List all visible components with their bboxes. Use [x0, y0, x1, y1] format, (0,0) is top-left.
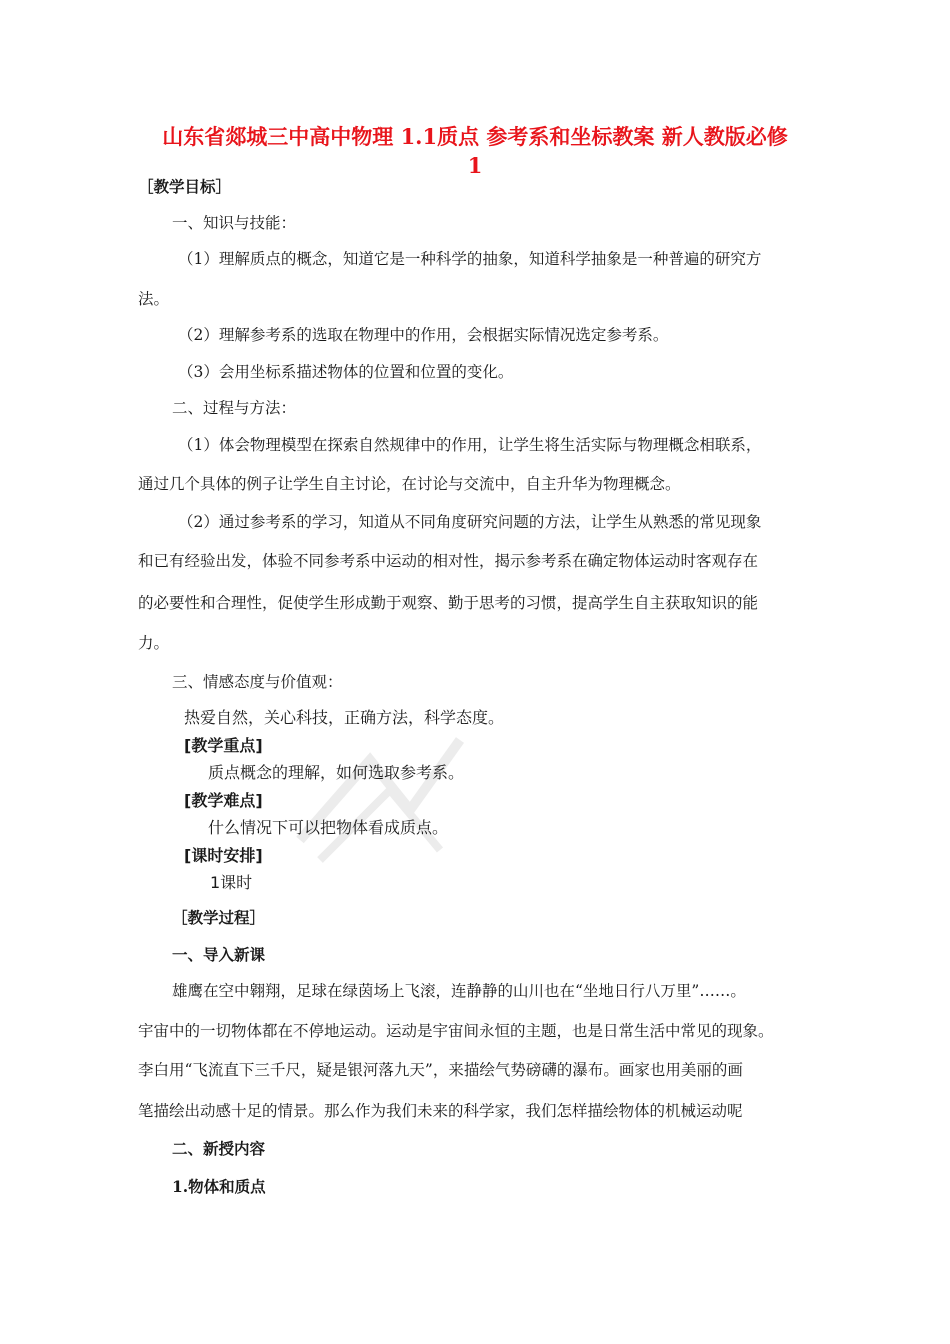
intro-paragraph-line-4: 笔描绘出动感十足的情景。那么作为我们未来的科学家，我们怎样描绘物体的机械运动呢 — [138, 1102, 743, 1120]
procedure-header: ［教学过程］ — [172, 908, 266, 927]
process-item-2d: 力。 — [138, 634, 170, 652]
objectives-header: ［教学目标］ — [138, 177, 232, 196]
knowledge-item-3: （3）会用坐标系描述物体的位置和位置的变化。 — [178, 363, 514, 381]
new-content-header: 二、新授内容 — [172, 1139, 266, 1158]
schedule-text: 1课时 — [210, 873, 253, 892]
intro-paragraph-line-2: 宇宙中的一切物体都在不停地运动。运动是宇宙间永恒的主题，也是日常生活中常见的现象。 — [138, 1022, 774, 1040]
title-line-1: 山东省郯城三中高中物理 1.1质点 参考系和坐标教案 新人教版必修 — [162, 124, 788, 149]
process-item-2c: 的必要性和合理性，促使学生形成勤于观察、勤于思考的习惯，提高学生自主获取知识的能 — [138, 594, 759, 612]
difficulties-header: [教学难点] — [184, 791, 263, 810]
key-points-header: [教学重点] — [184, 736, 263, 755]
watermark-graphic — [290, 720, 470, 870]
document-title — [130, 122, 820, 180]
subsection-1-header: 1.物体和质点 — [172, 1177, 266, 1196]
intro-header: 一、导入新课 — [172, 945, 266, 964]
process-item-2b: 和已有经验出发，体验不同参考系中运动的相对性，揭示参考系在确定物体运动时客观存在 — [138, 552, 759, 570]
knowledge-item-2: （2）理解参考系的选取在物理中的作用，会根据实际情况选定参考系。 — [178, 326, 669, 344]
difficulties-text: 什么情况下可以把物体看成质点。 — [208, 818, 449, 837]
intro-paragraph-line-3: 李白用“飞流直下三千尺，疑是银河落九天”，来描绘气势磅礴的瀑布。画家也用美丽的画 — [138, 1061, 743, 1079]
process-item-1b: 通过几个具体的例子让学生自主讨论，在讨论与交流中，自主升华为物理概念。 — [138, 475, 681, 493]
knowledge-item-1b: 法。 — [138, 290, 170, 308]
emotion-header: 三、情感态度与价值观： — [172, 673, 343, 691]
emotion-text: 热爱自然，关心科技，正确方法，科学态度。 — [184, 708, 505, 727]
knowledge-header: 一、知识与技能： — [172, 214, 297, 232]
knowledge-item-1a: （1）理解质点的概念，知道它是一种科学的抽象，知道科学抽象是一种普遍的研究方 — [178, 250, 762, 268]
title-line-2: 1 — [467, 153, 483, 178]
process-item-1a: （1）体会物理模型在探索自然规律中的作用，让学生将生活实际与物理概念相联系， — [178, 436, 762, 454]
key-points-text: 质点概念的理解，如何选取参考系。 — [208, 763, 465, 782]
schedule-header: [课时安排] — [184, 846, 263, 865]
intro-paragraph-line-1: 雄鹰在空中翱翔，足球在绿茵场上飞滚，连静静的山川也在“坐地日行八万里”……。 — [172, 982, 746, 1000]
process-header: 二、过程与方法： — [172, 399, 297, 417]
process-item-2a: （2）通过参考系的学习，知道从不同角度研究问题的方法，让学生从熟悉的常见现象 — [178, 513, 762, 531]
